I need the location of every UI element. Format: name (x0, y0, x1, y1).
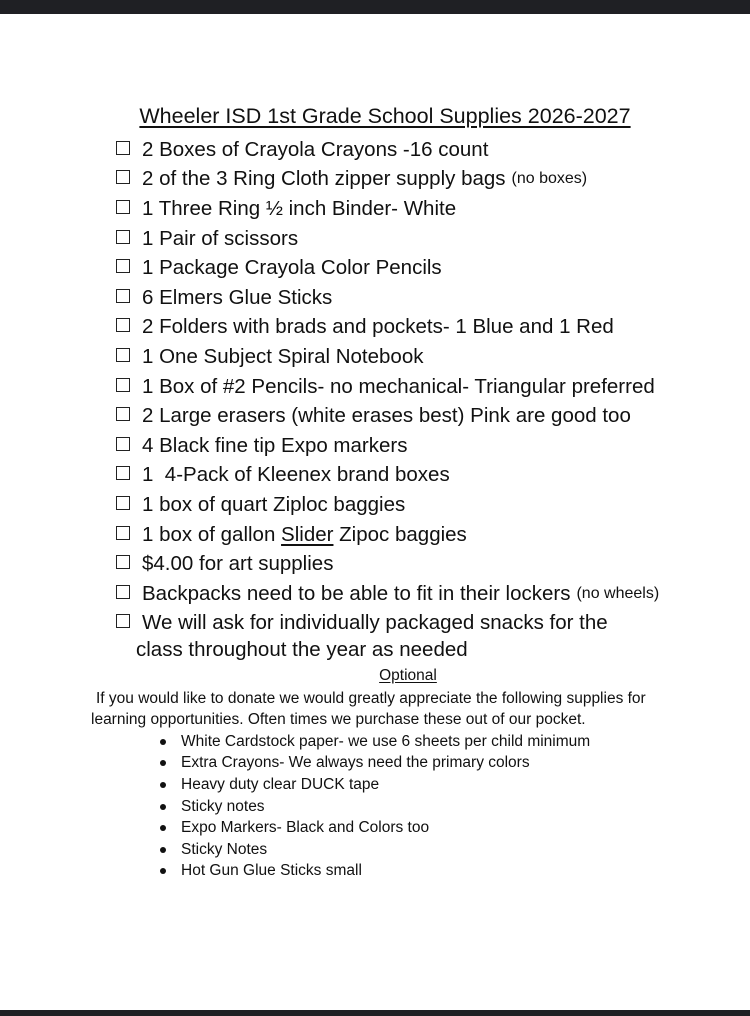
checklist-item-text: 1 Box of #2 Pencils- no mechanical- Triangular preferred (142, 374, 655, 398)
top-frame-bar (0, 0, 750, 14)
supply-checklist (116, 135, 659, 638)
optional-list-item (158, 796, 590, 818)
checklist-item (116, 194, 659, 224)
bottom-frame-bar (0, 1010, 750, 1016)
checklist-item (116, 549, 659, 579)
checklist-item (116, 342, 659, 372)
checkbox-icon (116, 378, 130, 392)
checklist-item (116, 461, 659, 491)
checkbox-icon (116, 141, 130, 155)
optional-intro-line: If you would like to donate we would greatly appreciate the following supplies for (96, 690, 646, 707)
optional-list-item-text: White Cardstock paper- we use 6 sheets per child minimum (181, 732, 591, 750)
optional-supply-list (158, 731, 590, 882)
checkbox-icon (116, 348, 130, 362)
optional-list-item (158, 753, 590, 775)
optional-heading: Optional (379, 667, 437, 684)
checklist-item (116, 372, 659, 402)
bullet-icon (160, 825, 166, 831)
checkbox-icon (116, 200, 130, 214)
optional-list-item (158, 861, 590, 883)
checklist-item-text: 1 Three Ring ½ inch Binder- White (142, 196, 457, 220)
checkbox-icon (116, 496, 130, 510)
document-title: Wheeler ISD 1st Grade School Supplies 2026-2027 (139, 104, 631, 128)
checklist-item (116, 313, 659, 343)
checklist-item-text: 1 Pair of scissors (142, 226, 299, 250)
checkbox-icon (116, 230, 130, 244)
bullet-icon (160, 739, 166, 745)
checklist-item-text: We will ask for individually packaged snacks for the (142, 611, 608, 635)
checklist-item-text: 2 of the 3 Ring Cloth zipper supply bags (142, 167, 506, 191)
bullet-icon (160, 760, 166, 766)
checkbox-icon (116, 259, 130, 273)
checklist-item (116, 401, 659, 431)
optional-list-item-text: Sticky notes (181, 797, 265, 815)
optional-list-item (158, 817, 590, 839)
checklist-item-text: 2 Folders with brads and pockets- 1 Blue and 1 Red (142, 315, 614, 339)
checkbox-icon (116, 318, 130, 332)
checklist-item (116, 579, 659, 609)
checklist-item (116, 224, 659, 254)
checklist-item-note: (no boxes) (511, 170, 588, 188)
optional-list-item-text: Heavy duty clear DUCK tape (181, 775, 380, 793)
checklist-item-text-post: Zipoc baggies (333, 522, 467, 546)
optional-list-item (158, 774, 590, 796)
optional-intro (91, 689, 711, 730)
checklist-item-text-pre: 1 box of gallon (142, 522, 282, 546)
optional-list-item-text: Extra Crayons- We always need the primary colors (181, 754, 530, 772)
checkbox-icon (116, 526, 130, 540)
optional-list-item (158, 839, 590, 861)
checklist-item-text: 2 Large erasers (white erases best) Pink are good too (142, 404, 631, 428)
optional-list-item-text: Sticky Notes (181, 840, 268, 858)
checkbox-icon (116, 555, 130, 569)
bullet-icon (160, 782, 166, 788)
checklist-item (116, 609, 659, 639)
checklist-item-text: 1 box of quart Ziploc baggies (142, 492, 406, 516)
checklist-item (116, 165, 659, 195)
bullet-icon (160, 804, 166, 810)
checklist-item (116, 490, 659, 520)
checkbox-icon (116, 407, 130, 421)
bullet-icon (160, 847, 166, 853)
checklist-item (116, 283, 659, 313)
checklist-item-text-underlined: Slider (281, 522, 334, 546)
optional-list-item (158, 731, 590, 753)
checklist-item-continuation: class throughout the year as needed (136, 638, 468, 661)
optional-list-item-text: Hot Gun Glue Sticks small (181, 862, 362, 880)
checklist-item-text: $4.00 for art supplies (142, 552, 334, 576)
checklist-item-text: 4 Black fine tip Expo markers (142, 433, 408, 457)
checklist-item-text: 1 One Subject Spiral Notebook (142, 344, 424, 368)
checkbox-icon (116, 289, 130, 303)
checklist-item-text: 2 Boxes of Crayola Crayons -16 count (142, 137, 489, 161)
checklist-item (116, 135, 659, 165)
checklist-item-note: (no wheels) (576, 584, 660, 602)
optional-list-item-text: Expo Markers- Black and Colors too (181, 819, 430, 837)
checklist-item-text: 1 4-Pack of Kleenex brand boxes (142, 463, 450, 487)
checkbox-icon (116, 614, 130, 628)
checklist-item (116, 520, 659, 550)
checklist-item-text: Backpacks need to be able to fit in their lockers (142, 581, 571, 605)
optional-intro-line: learning opportunities. Often times we purchase these out of our pocket. (91, 710, 586, 728)
checklist-item-text: 6 Elmers Glue Sticks (142, 285, 333, 309)
checklist-item (116, 253, 659, 283)
checkbox-icon (116, 170, 130, 184)
checkbox-icon (116, 585, 130, 599)
checklist-item-text: 1 Package Crayola Color Pencils (142, 256, 442, 280)
checkbox-icon (116, 466, 130, 480)
bullet-icon (160, 868, 166, 874)
checklist-item (116, 431, 659, 461)
checkbox-icon (116, 437, 130, 451)
